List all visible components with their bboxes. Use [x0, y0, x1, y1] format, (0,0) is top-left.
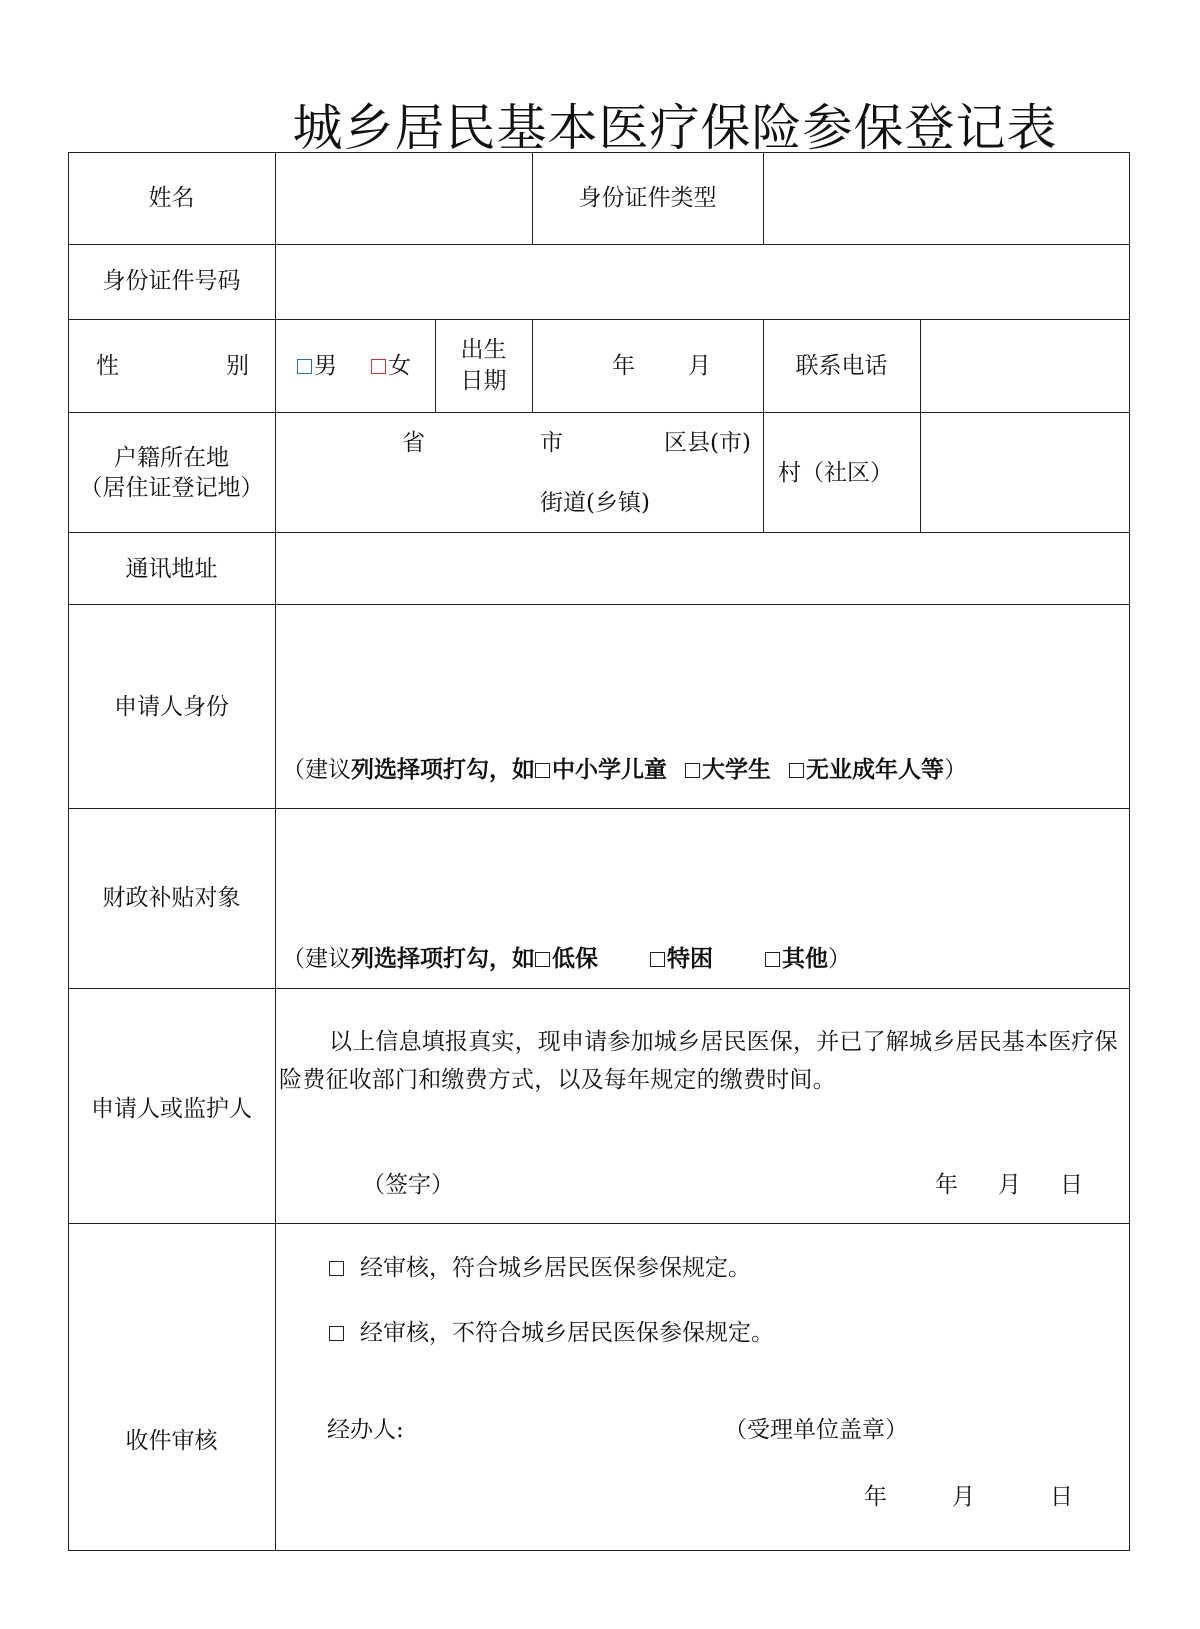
- id-type-label: 身份证件类型: [578, 185, 717, 211]
- review-month: 月: [952, 1484, 975, 1510]
- household-label-2: （居住证登记地）: [79, 475, 264, 501]
- id-number-field[interactable]: [277, 246, 1128, 317]
- hint-suffix: ）: [944, 757, 967, 783]
- subsidy-label: 财政补贴对象: [102, 885, 241, 911]
- declaration-day: 日: [1060, 1172, 1083, 1198]
- option-tekun: 特困: [667, 945, 713, 972]
- birth-month: 月: [688, 353, 711, 379]
- male-label: 男: [314, 353, 337, 379]
- row-divider: [68, 988, 1130, 989]
- male-checkbox[interactable]: [297, 359, 312, 374]
- declaration-month: 月: [998, 1172, 1021, 1198]
- birth-label-1: 出生: [460, 337, 507, 363]
- column-divider: [275, 152, 276, 1551]
- subsidy-hint: [282, 944, 851, 974]
- gender-label-right: 别: [226, 353, 249, 379]
- declaration-text: 以上信息填报真实，现申请参加城乡居民医保，并已了解城乡居民基本医疗保险费征收部门和缴费方式，以及每年规定的缴费时间。: [279, 1029, 1118, 1093]
- village-unit: 村（社区）: [778, 460, 893, 486]
- option-other: 其他: [782, 945, 828, 972]
- option-dibao: 低保: [552, 945, 598, 972]
- applicant-identity-hint: [282, 755, 967, 785]
- district-unit: 区县(市): [664, 430, 751, 456]
- review-fail-option[interactable]: [329, 1318, 774, 1348]
- form-title: 城乡居民基本医疗保险参保登记表: [292, 99, 1058, 157]
- female-label: 女: [388, 353, 411, 379]
- signature-label: （签字）: [362, 1172, 454, 1198]
- id-type-field[interactable]: [765, 154, 1128, 242]
- option-child: 中小学儿童: [552, 756, 667, 783]
- hint-bold: 列选择项打勾，如: [351, 945, 535, 972]
- name-field[interactable]: [277, 154, 531, 242]
- gender-label-left: 性: [96, 353, 119, 379]
- column-divider: [920, 319, 921, 532]
- row-divider: [68, 808, 1130, 809]
- hint-suffix: ）: [828, 946, 851, 972]
- row-divider: [68, 532, 1130, 533]
- option-college: 大学生: [702, 756, 771, 783]
- hint-prefix: （建议: [282, 757, 351, 783]
- column-divider: [763, 152, 764, 244]
- applicant-identity-label: 申请人身份: [114, 694, 229, 720]
- gender-male-option[interactable]: [297, 351, 337, 381]
- row-divider: [68, 604, 1130, 605]
- birth-label-2: 日期: [460, 368, 507, 394]
- review-pass-label: 经审核，符合城乡居民医保参保规定。: [360, 1255, 751, 1281]
- review-fail-label: 经审核，不符合城乡居民医保参保规定。: [360, 1320, 774, 1346]
- column-divider: [532, 319, 533, 412]
- address-label: 通讯地址: [125, 556, 218, 582]
- name-label: 姓名: [148, 185, 195, 211]
- dibao-checkbox[interactable]: [535, 952, 550, 967]
- row-divider: [68, 319, 1130, 320]
- phone-field[interactable]: [922, 321, 1128, 410]
- other-checkbox[interactable]: [765, 952, 780, 967]
- female-checkbox[interactable]: [371, 359, 386, 374]
- stamp-label: （受理单位盖章）: [724, 1417, 908, 1443]
- address-field[interactable]: [277, 534, 1128, 602]
- declaration-year: 年: [935, 1172, 958, 1198]
- id-number-label: 身份证件号码: [102, 268, 241, 294]
- hint-bold: 列选择项打勾，如: [351, 756, 535, 783]
- handler-label: 经办人:: [327, 1417, 404, 1443]
- declaration-label: 申请人或监护人: [91, 1096, 252, 1122]
- review-pass-option[interactable]: [329, 1253, 751, 1283]
- hint-prefix: （建议: [282, 946, 351, 972]
- row-divider: [68, 412, 1130, 413]
- review-day: 日: [1050, 1484, 1073, 1510]
- tekun-checkbox[interactable]: [650, 952, 665, 967]
- street-unit: 街道(乡镇): [540, 490, 650, 516]
- review-pass-checkbox[interactable]: [329, 1261, 344, 1276]
- row-divider: [68, 1223, 1130, 1224]
- phone-label: 联系电话: [795, 353, 888, 379]
- row-divider: [68, 244, 1130, 245]
- child-checkbox[interactable]: [535, 763, 550, 778]
- province-unit: 省: [402, 430, 425, 456]
- option-unemployed: 无业成年人等: [806, 756, 944, 783]
- gender-female-option[interactable]: [371, 351, 411, 381]
- review-label: 收件审核: [125, 1428, 218, 1454]
- city-unit: 市: [540, 430, 563, 456]
- review-year: 年: [864, 1484, 887, 1510]
- village-field[interactable]: [922, 414, 1128, 530]
- birth-year: 年: [612, 353, 635, 379]
- household-label-1: 户籍所在地: [114, 445, 229, 471]
- college-checkbox[interactable]: [685, 763, 700, 778]
- review-fail-checkbox[interactable]: [329, 1326, 344, 1341]
- unemployed-checkbox[interactable]: [789, 763, 804, 778]
